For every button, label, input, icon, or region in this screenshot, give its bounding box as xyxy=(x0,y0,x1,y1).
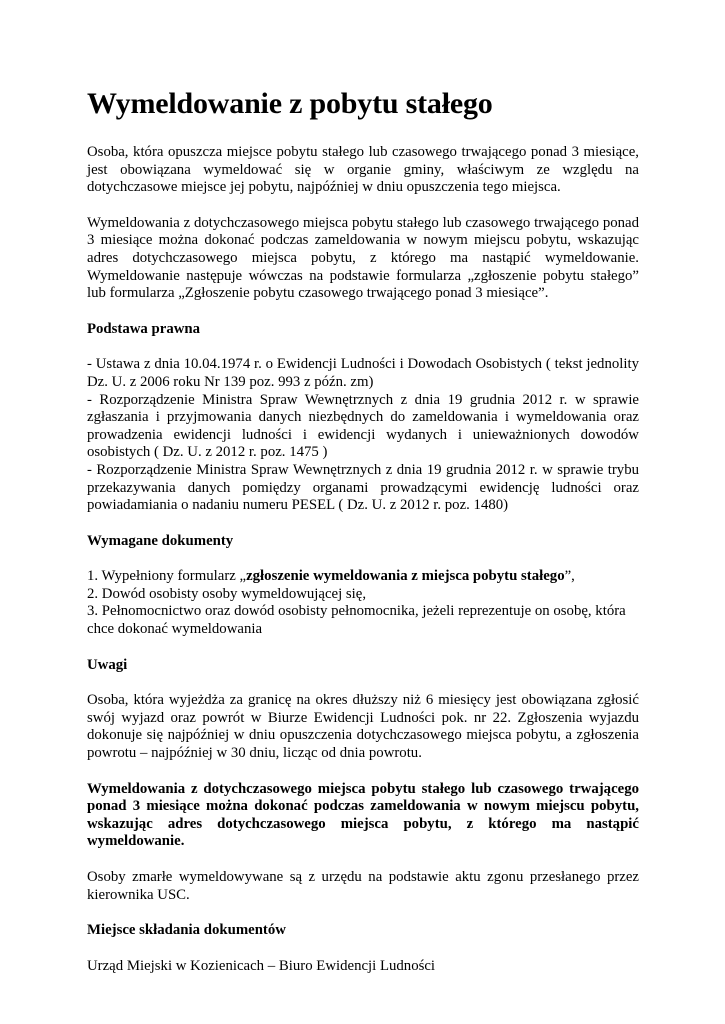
legal-basis-item-3: - Rozporządzenie Ministra Spraw Wewnętrznych z dnia 19 grudnia 2012 r. w sprawie trybu przekazywania danych pomiędzy organami prowadzącymi ewidencję ludności oraz powiadamiania o nadaniu numeru PESEL ( Dz. U. z 2012 r. poz. 1480) xyxy=(87,461,639,514)
required-document-item-1 xyxy=(87,568,639,586)
submission-place-heading: Miejsce składania dokumentów xyxy=(87,922,286,939)
document-content xyxy=(87,86,639,975)
intro-paragraph-1: Osoba, która opuszcza miejsce pobytu stałego lub czasowego trwającego ponad 3 miesiące, jest obowiązana wymeldować się w organie gminy, właściwym ze względu na dotychczasowe miejsce jej pobytu, najpóźniej w dniu opuszczenia tego miejsca. xyxy=(87,144,639,196)
intro-paragraph-2: Wymeldowania z dotychczasowego miejsca pobytu stałego lub czasowego trwającego ponad 3 miesiące można dokonać podczas zameldowania w nowym miejscu pobytu, wskazując adres dotychczasowego miejsca pobytu, z którego ma nastąpić wymeldowanie. Wymeldowanie następuje wówczas na podstawie formularza „zgłoszenie pobytu stałego” lub formularza „Zgłoszenie pobytu czasowego trwającego ponad 3 miesiące”. xyxy=(87,214,639,302)
required-document-item-1-prefix: 1. Wypełniony formularz „ xyxy=(87,568,247,585)
required-document-item-2: 2. Dowód osobisty osoby wymeldowującej się, xyxy=(87,585,367,602)
legal-basis-item-1: - Ustawa z dnia 10.04.1974 r. o Ewidencji Ludności i Dowodach Osobistych ( tekst jednolity Dz. U. z 2006 roku Nr 139 poz. 993 z późn. zm) xyxy=(87,356,639,390)
notes-paragraph-1: Osoba, która wyjeżdża za granicę na okres dłuższy niż 6 miesięcy jest obowiązana zgłosić swój wyjazd oraz powrót w Biurze Ewidencji Ludności pok. nr 22. Zgłoszenia wyjazdu dokonuje się najpóźniej w dniu opuszczenia dotychczasowego miejsca pobytu, a zgłoszenia powrotu – najpóźniej w 30 dniu, licząc od dnia powrotu. xyxy=(87,692,639,762)
legal-basis-heading: Podstawa prawna xyxy=(87,320,201,337)
required-documents-heading: Wymagane dokumenty xyxy=(87,532,234,549)
required-document-item-3: 3. Pełnomocnictwo oraz dowód osobisty pełnomocnika, jeżeli reprezentuje on osobę, która chce dokonać wymeldowania xyxy=(87,603,626,638)
submission-place-text: Urząd Miejski w Kozienicach – Biuro Ewidencji Ludności xyxy=(87,957,436,974)
notes-heading: Uwagi xyxy=(87,656,128,673)
required-document-item-1-suffix: ”, xyxy=(564,568,575,585)
notes-paragraph-2-bold: Wymeldowania z dotychczasowego miejsca pobytu stałego lub czasowego trwającego ponad 3 miesiące można dokonać podczas zameldowania w nowym miejscu pobytu, wskazując adres dotychczasowego miejsca pobytu, z którego ma nastąpić wymeldowanie. xyxy=(87,780,639,850)
notes-paragraph-3: Osoby zmarłe wymeldowywane są z urzędu na podstawie aktu zgonu przesłanego przez kierownika USC. xyxy=(87,869,639,903)
form-name-bold: zgłoszenie wymeldowania z miejsca pobytu stałego xyxy=(246,568,565,585)
legal-basis-item-2: - Rozporządzenie Ministra Spraw Wewnętrznych z dnia 19 grudnia 2012 r. w sprawie zgłaszania i przyjmowania danych niezbędnych do zameldowania i wymeldowania oraz prowadzenia ewidencji ludności i ewidencji wydanych i unieważnionych dowodów osobistych ( Dz. U. z 2012 r. poz. 1475 ) xyxy=(87,391,639,461)
page-title: Wymeldowanie z pobytu stałego xyxy=(87,87,493,120)
